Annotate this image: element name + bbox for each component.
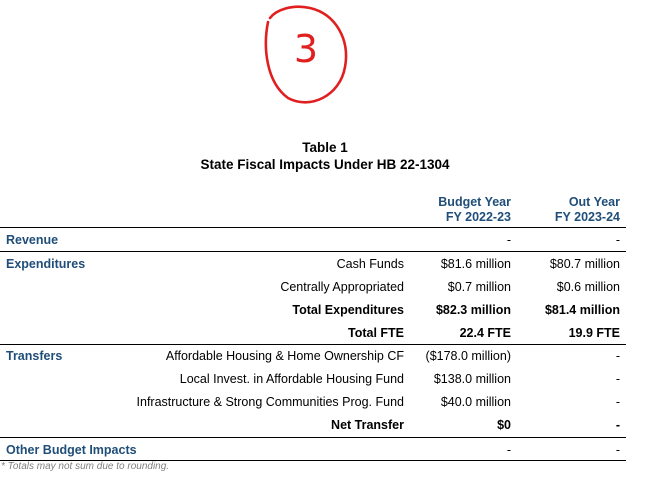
section-label: Expenditures xyxy=(6,257,86,271)
out-year-value: - xyxy=(615,372,620,386)
budget-year-value: - xyxy=(506,443,511,457)
table-row xyxy=(0,322,626,345)
out-year-value: $80.7 million xyxy=(549,257,620,271)
out-year-value: - xyxy=(615,233,620,247)
table-row xyxy=(0,229,626,252)
section-rule xyxy=(0,251,626,252)
budget-year-value: ($178.0 million) xyxy=(425,349,511,363)
out-year-value: $0.6 million xyxy=(556,280,620,294)
budget-year-value: 22.4 FTE xyxy=(459,326,511,340)
table-title: Table 1 xyxy=(302,140,348,155)
out-year-value: - xyxy=(615,395,620,409)
out-year-value: - xyxy=(615,443,620,457)
header-rule xyxy=(0,227,626,228)
section-rule xyxy=(0,437,626,438)
budget-year-value: $40.0 million xyxy=(440,395,511,409)
budget-year-value: $138.0 million xyxy=(433,372,511,386)
out-year-value: $81.4 million xyxy=(544,303,620,317)
row-label: Affordable Housing & Home Ownership CF xyxy=(165,349,404,363)
out-year-value: 19.9 FTE xyxy=(568,326,620,340)
out-year-value: - xyxy=(615,418,620,432)
row-label: Total Expenditures xyxy=(292,303,404,317)
table-row xyxy=(0,439,626,462)
section-label: Transfers xyxy=(6,349,63,363)
table-row xyxy=(0,276,626,299)
column-header-out-year xyxy=(555,195,620,225)
column-header-budget-year xyxy=(438,195,511,225)
table-row xyxy=(0,368,626,391)
row-label: Cash Funds xyxy=(336,257,404,271)
column-header-line1: Budget Year xyxy=(438,195,511,209)
budget-year-value: - xyxy=(506,233,511,247)
row-label: Local Invest. in Affordable Housing Fund xyxy=(179,372,404,386)
budget-year-value: $0.7 million xyxy=(447,280,511,294)
footnote: * Totals may not sum due to rounding. xyxy=(1,461,170,472)
column-header-line2: FY 2023-24 xyxy=(554,210,620,224)
row-label: Net Transfer xyxy=(331,418,404,432)
annotation-mark: 3 xyxy=(293,27,319,71)
section-label: Other Budget Impacts xyxy=(6,443,137,457)
row-label: Infrastructure & Strong Communities Prog. Fund xyxy=(136,395,404,409)
handwritten-number-annotation xyxy=(258,2,352,106)
column-header-line2: FY 2022-23 xyxy=(445,210,511,224)
column-header-line1: Out Year xyxy=(568,195,620,209)
out-year-value: - xyxy=(615,349,620,363)
table-row xyxy=(0,391,626,414)
row-label: Centrally Appropriated xyxy=(280,280,404,294)
row-label: Total FTE xyxy=(347,326,404,340)
table-row xyxy=(0,253,626,276)
table-row xyxy=(0,345,626,368)
section-label: Revenue xyxy=(6,233,59,247)
budget-year-value: $81.6 million xyxy=(440,257,511,271)
budget-year-value: $0 xyxy=(497,418,511,432)
table-subtitle: State Fiscal Impacts Under HB 22-1304 xyxy=(200,157,450,172)
table-row xyxy=(0,299,626,322)
budget-year-value: $82.3 million xyxy=(435,303,511,317)
table-row xyxy=(0,414,626,437)
